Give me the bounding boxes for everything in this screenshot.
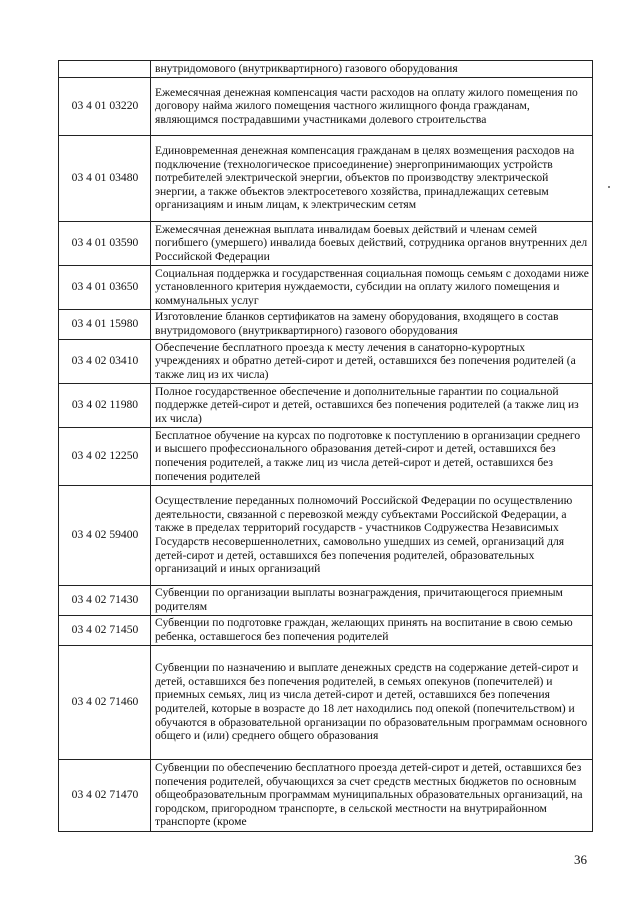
description-cell: Субвенции по подготовке граждан, желающих принять на воспитание в свою семью ребенка, оставшегося без попечения родителей [151, 616, 593, 646]
code-cell: 03 4 01 03220 [59, 78, 151, 136]
table-row [59, 586, 593, 616]
description-cell: Обеспечение бесплатного проезда к месту лечения в санаторно-курортных учреждениях и обратно детей-сирот и детей, оставшихся без попечения родителей (а также лиц из их числа) [151, 340, 593, 384]
table-row [59, 384, 593, 428]
code-cell [59, 61, 151, 78]
table-row [59, 78, 593, 136]
code-cell: 03 4 02 71460 [59, 646, 151, 760]
table-row [59, 646, 593, 760]
code-cell: 03 4 01 03480 [59, 136, 151, 222]
code-cell: 03 4 02 03410 [59, 340, 151, 384]
table-row [59, 310, 593, 340]
description-cell: Ежемесячная денежная выплата инвалидам боевых действий и членам семей погибшего (умершего) инвалида боевых действий, сотрудника органов внутренних дел Российской Федерации [151, 222, 593, 266]
table-body [59, 61, 593, 832]
description-cell: Осуществление переданных полномочий Российской Федерации по осуществлению деятельности, связанной с перевозкой между субъектами Российской Федерации, а также в пределах территорий государств - участников Содружества Независимых Государств несовершеннолетних, самовольно ушедших из семей, организаций для детей-сирот и детей, оставшихся без попечения родителей, образовательных организаций и иных организаций [151, 486, 593, 586]
table-row [59, 222, 593, 266]
code-cell: 03 4 01 03650 [59, 266, 151, 310]
code-cell: 03 4 02 12250 [59, 428, 151, 486]
code-cell: 03 4 02 59400 [59, 486, 151, 586]
description-cell: Социальная поддержка и государственная социальная помощь семьям с доходами ниже установленного критерия нуждаемости, субсидии на оплату жилого помещения и коммунальных услуг [151, 266, 593, 310]
code-cell: 03 4 01 03590 [59, 222, 151, 266]
code-cell: 03 4 02 11980 [59, 384, 151, 428]
scan-speck [608, 186, 610, 188]
description-cell: Ежемесячная денежная компенсация части расходов на оплату жилого помещения по договору найма жилого помещения частного жилищного фонда гражданам, являющимся пострадавшими участниками долевого строительства [151, 78, 593, 136]
description-cell: Субвенции по организации выплаты вознаграждения, причитающегося приемным родителям [151, 586, 593, 616]
table-row [59, 616, 593, 646]
table-row [59, 136, 593, 222]
code-cell: 03 4 02 71430 [59, 586, 151, 616]
budget-codes-table [58, 60, 593, 832]
description-cell: Субвенции по назначению и выплате денежных средств на содержание детей-сирот и детей, оставшихся без попечения родителей, в семьях опекунов (попечителей) и приемных семьях, лиц из числа детей-сирот и детей, оставшихся без попечения родителей, которые в возрасте до 18 лет находились под опекой (попечительством) и обучаются в образовательной организации по образовательным программам основного общего и (или) среднего общего образования [151, 646, 593, 760]
table-row [59, 486, 593, 586]
table-row [59, 428, 593, 486]
table-row [59, 266, 593, 310]
code-cell: 03 4 02 71450 [59, 616, 151, 646]
description-cell: Бесплатное обучение на курсах по подготовке к поступлению в организации среднего и высшего профессионального образования детей-сирот и детей, оставшихся без попечения родителей, а также лиц из числа детей-сирот и детей, оставшихся без попечения родителей [151, 428, 593, 486]
description-cell: Субвенции по обеспечению бесплатного проезда детей-сирот и детей, оставшихся без попечения родителей, обучающихся за счет средств местных бюджетов по основным общеобразовательным программам муниципальных образовательных организаций, на городском, пригородном транспорте, в сельской местности на внутрирайонном транспорте (кроме [151, 760, 593, 832]
code-cell: 03 4 01 15980 [59, 310, 151, 340]
code-cell: 03 4 02 71470 [59, 760, 151, 832]
table-row [59, 61, 593, 78]
description-cell: Единовременная денежная компенсация гражданам в целях возмещения расходов на подключение (технологическое присоединение) энергопринимающих устройств потребителей электрической энергии, объектов по производству электрической энергии, а также объектов электросетевого хозяйства, принадлежащих сетевым организациям и иным лицам, к электрическим сетям [151, 136, 593, 222]
table-row [59, 760, 593, 832]
description-cell: Изготовление бланков сертификатов на замену оборудования, входящего в состав внутридомового (внутриквартирного) газового оборудования [151, 310, 593, 340]
table-row [59, 340, 593, 384]
page-number: 36 [574, 852, 587, 867]
description-cell: внутридомового (внутриквартирного) газового оборудования [151, 61, 593, 78]
description-cell: Полное государственное обеспечение и дополнительные гарантии по социальной поддержке детей-сирот и детей, оставшихся без попечения родителей (а также лиц из их числа) [151, 384, 593, 428]
